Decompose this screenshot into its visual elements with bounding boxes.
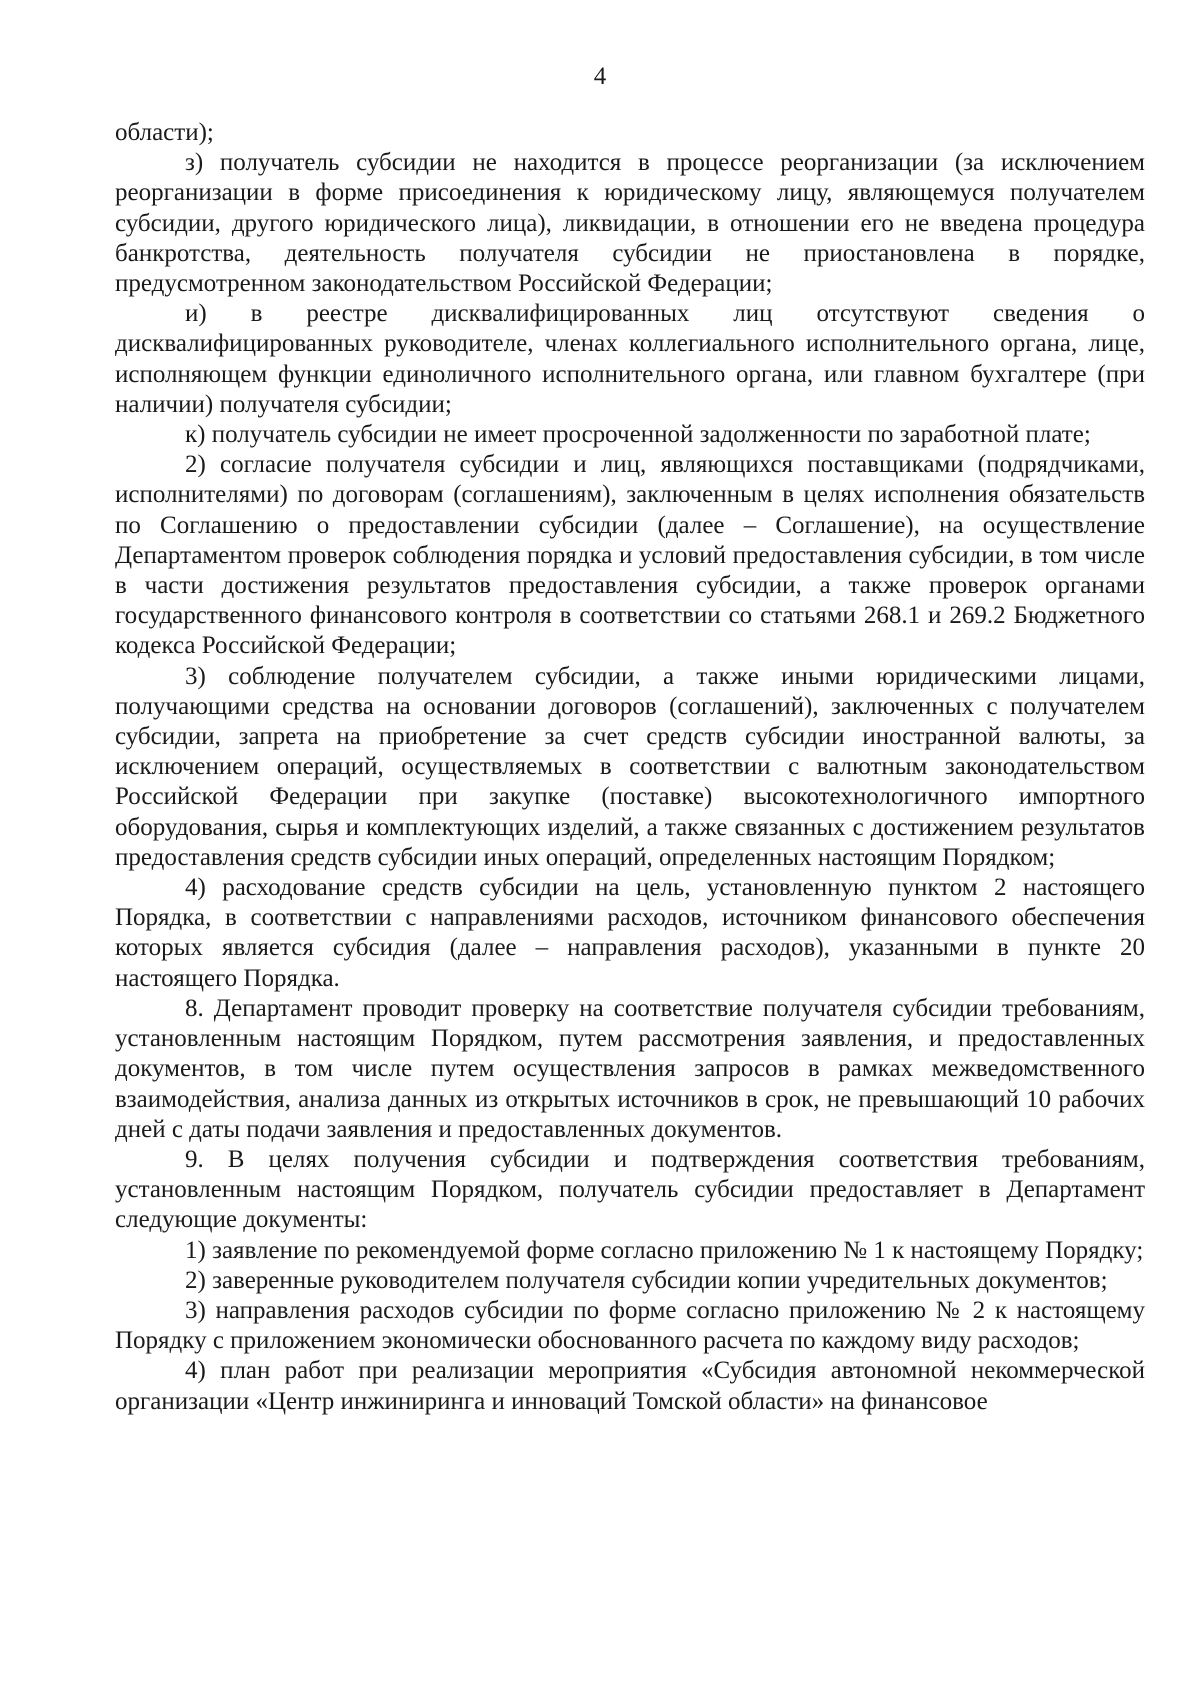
paragraph-item-z: з) получатель субсидии не находится в процессе реорганизации (за исключением реорганизации в форме присоединения к юридическому лицу, являющемуся получателем субсидии, другого юридического лица), ликвидации, в отношении его не введена процедура банкротства, деятельность получателя субсидии не приостановлена в порядке, предусмотренном законодательством Российской Федерации; <box>115 149 1145 298</box>
paragraph-item-k: к) получатель субсидии не имеет просроченной задолженности по заработной плате; <box>185 421 1091 449</box>
document-body <box>115 118 1145 1417</box>
paragraph-doc-4: 4) план работ при реализации мероприятия «Субсидия автономной некоммерческой организации «Центр инжиниринга и инноваций Томской области» на финансовое <box>115 1357 1145 1415</box>
paragraph-item-2: 2) согласие получателя субсидии и лиц, являющихся поставщиками (подрядчиками, исполнителями) по договорам (соглашениям), заключенным в целях исполнения обязательств по Соглашению о предоставлении субсидии (далее – Соглашение), на осуществление Департаментом проверок соблюдения порядка и условий предоставления субсидии, в том числе в части достижения результатов предоставления субсидии, а также проверок органами государственного финансового контроля в соответствии со статьями 268.1 и 269.2 Бюджетного кодекса Российской Федерации; <box>115 451 1145 660</box>
paragraph-continuation: области); <box>115 119 214 146</box>
paragraph-doc-1: 1) заявление по рекомендуемой форме согласно приложению № 1 к настоящему Порядку; <box>185 1236 1144 1264</box>
paragraph-item-3: 3) соблюдение получателем субсидии, а также иными юридическими лицами, получающими средства на основании договоров (соглашений), заключенных с получателем субсидии, запрета на приобретение за счет средств субсидии иностранной валюты, за исключением операций, осуществляемых в соответствии с валютным законодательством Российской Федерации при закупке (поставке) высокотехнологичного импортного оборудования, сырья и комплектующих изделий, а также связанных с достижением результатов предоставления средств субсидии иных операций, определенных настоящим Порядком; <box>115 662 1145 871</box>
paragraph-section-8: 8. Департамент проводит проверку на соответствие получателя субсидии требованиям, установленным настоящим Порядком, путем рассмотрения заявления, и предоставленных документов, в том числе путем осуществления запросов в рамках межведомственного взаимодействия, анализа данных из открытых источников в срок, не превышающий 10 рабочих дней с даты подачи заявления и предоставленных документов. <box>115 994 1145 1143</box>
page-number: 4 <box>593 63 607 90</box>
paragraph-item-4: 4) расходование средств субсидии на цель, установленную пунктом 2 настоящего Порядка, в соответствии с направлениями расходов, источником финансового обеспечения которых является субсидия (далее – направления расходов), указанными в пункте 20 настоящего Порядка. <box>115 874 1145 992</box>
paragraph-doc-3: 3) направления расходов субсидии по форме согласно приложению № 2 к настоящему Порядку с приложением экономически обоснованного расчета по каждому виду расходов; <box>115 1296 1145 1355</box>
paragraph-section-9: 9. В целях получения субсидии и подтверждения соответствия требованиям, установленным настоящим Порядком, получатель субсидии предоставляет в Департамент следующие документы: <box>115 1145 1145 1234</box>
paragraph-item-i: и) в реестре дисквалифицированных лиц отсутствуют сведения о дисквалифицированных руководителе, членах коллегиального исполнительного органа, лице, исполняющем функции единоличного исполнительного органа, или главном бухгалтере (при наличии) получателя субсидии; <box>115 300 1145 418</box>
paragraph-doc-2: 2) заверенные руководителем получателя субсидии копии учредительных документов; <box>185 1266 1108 1294</box>
